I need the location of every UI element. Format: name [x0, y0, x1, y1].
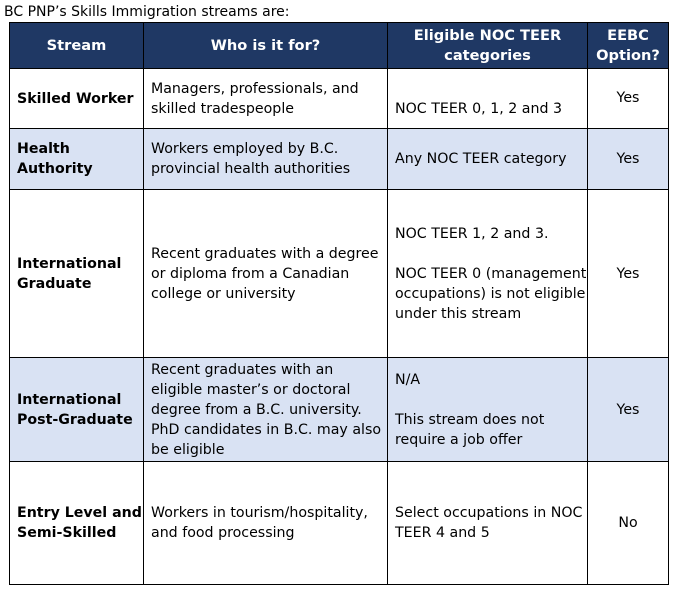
table-row	[10, 462, 669, 585]
noc-cell: NOC TEER 0, 1, 2 and 3	[388, 69, 588, 129]
stream-cell: International Post-Graduate	[10, 358, 144, 462]
header-stream: Stream	[10, 23, 144, 69]
stream-cell: Entry Level and Semi-Skilled	[10, 462, 144, 585]
noc-cell: NOC TEER 1, 2 and 3. NOC TEER 0 (management occupations) is not eligible under this stream	[388, 190, 588, 358]
noc-cell: Any NOC TEER category	[388, 129, 588, 190]
header-who: Who is it for?	[144, 23, 388, 69]
who-cell: Managers, professionals, and skilled tradespeople	[144, 69, 388, 129]
header-row	[10, 23, 669, 69]
table-row	[10, 358, 669, 462]
who-cell: Workers employed by B.C. provincial health authorities	[144, 129, 388, 190]
who-cell: Recent graduates with a degree or diploma from a Canadian college or university	[144, 190, 388, 358]
table-caption: BC PNP’s Skills Immigration streams are:	[4, 4, 290, 20]
table-row	[10, 129, 669, 190]
noc-cell: N/A This stream does not require a job offer	[388, 358, 588, 462]
stream-cell: Skilled Worker	[10, 69, 144, 129]
skills-immigration-streams-table	[9, 22, 669, 585]
stream-cell: International Graduate	[10, 190, 144, 358]
who-cell: Recent graduates with an eligible master’s or doctoral degree from a B.C. university. PhD candidates in B.C. may also be eligible	[144, 358, 388, 462]
noc-cell: Select occupations in NOC TEER 4 and 5	[388, 462, 588, 585]
header-noc: Eligible NOC TEER categories	[388, 23, 588, 69]
table-row	[10, 190, 669, 358]
eebc-cell: No	[588, 462, 669, 585]
eebc-cell: Yes	[588, 69, 669, 129]
eebc-cell: Yes	[588, 358, 669, 462]
stream-cell: Health Authority	[10, 129, 144, 190]
eebc-cell: Yes	[588, 190, 669, 358]
header-eebc: EEBC Option?	[588, 23, 669, 69]
table-row	[10, 69, 669, 129]
eebc-cell: Yes	[588, 129, 669, 190]
who-cell: Workers in tourism/hospitality, and food processing	[144, 462, 388, 585]
